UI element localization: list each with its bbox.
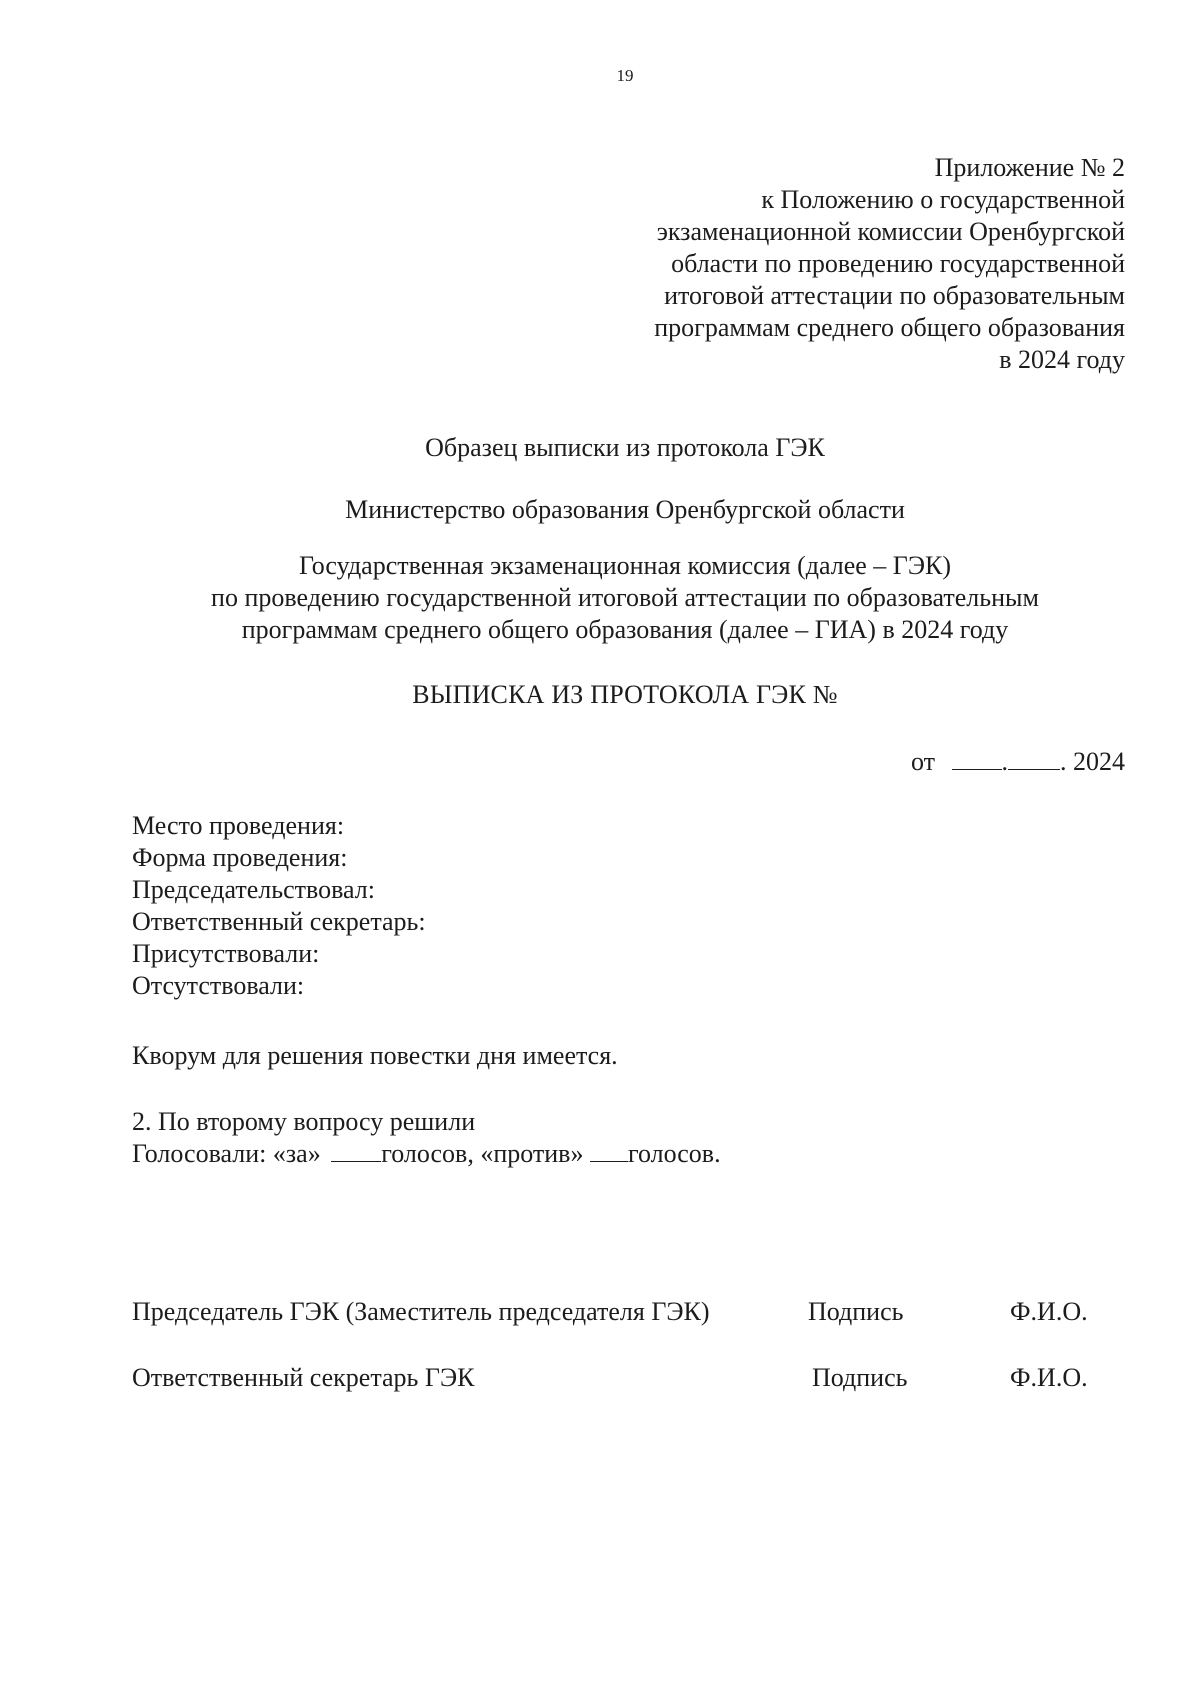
ministry-name-text: Министерство образования Оренбургской области <box>345 495 905 524</box>
quorum-statement: Кворум для решения повестки дня имеется. <box>132 1041 618 1070</box>
month-blank <box>1008 747 1060 770</box>
signature-row-chairman <box>132 1296 1112 1328</box>
signature-name: Ф.И.О. <box>1010 1297 1088 1326</box>
appendix-line: экзаменационной комиссии Оренбургской <box>656 217 1125 246</box>
extract-title-text: ВЫПИСКА ИЗ ПРОТОКОЛА ГЭК № <box>412 680 838 709</box>
signature-row-secretary <box>132 1362 1112 1394</box>
sample-title <box>0 432 1200 464</box>
votes-suffix: голосов. <box>627 1139 721 1168</box>
commission-line: программам среднего общего образования (далее – ГИА) в 2024 году <box>241 615 1009 644</box>
commission-name <box>0 550 1200 646</box>
signature-label: Подпись <box>812 1363 908 1392</box>
signature-label: Подпись <box>808 1297 904 1326</box>
signature-role: Ответственный секретарь ГЭК <box>132 1363 475 1392</box>
appendix-line: к Положению о государственной <box>761 185 1125 214</box>
date-line <box>911 746 1125 778</box>
field-chairman: Председательствовал: <box>132 875 375 904</box>
appendix-line: области по проведению государственной <box>671 249 1125 278</box>
appendix-header <box>565 152 1125 376</box>
field-present: Присутствовали: <box>132 939 320 968</box>
page-number: 19 <box>616 66 634 85</box>
appendix-line: в 2024 году <box>999 345 1125 374</box>
votes-middle: голосов, «против» <box>381 1139 584 1168</box>
date-prefix: от <box>910 747 935 776</box>
votes-prefix: Голосовали: «за» <box>132 1139 321 1168</box>
commission-line: Государственная экзаменационная комиссия (далее – ГЭК) <box>298 551 952 580</box>
vote-line <box>132 1138 721 1170</box>
field-secretary: Ответственный секретарь: <box>132 907 426 936</box>
field-form: Форма проведения: <box>132 843 348 872</box>
commission-line: по проведению государственной итоговой аттестации по образовательным <box>211 583 1039 612</box>
appendix-line: Приложение № 2 <box>934 153 1125 182</box>
field-absent: Отсутствовали: <box>132 971 305 1000</box>
date-year: . 2024 <box>1060 747 1125 776</box>
votes-against-blank <box>590 1139 628 1162</box>
appendix-line: программам среднего общего образования <box>654 313 1125 342</box>
extract-title <box>0 679 1200 711</box>
question-decision: 2. По второму вопросу решили <box>132 1107 476 1136</box>
votes-for-blank <box>331 1139 381 1162</box>
signature-name: Ф.И.О. <box>1010 1363 1088 1392</box>
signature-role: Председатель ГЭК (Заместитель председателя ГЭК) <box>132 1297 710 1326</box>
appendix-line: итоговой аттестации по образовательным <box>664 281 1125 310</box>
date-separator: . <box>1001 747 1008 776</box>
sample-title-text: Образец выписки из протокола ГЭК <box>425 433 825 462</box>
ministry-name <box>0 494 1200 526</box>
day-blank <box>952 747 1002 770</box>
protocol-fields <box>132 810 426 1002</box>
field-venue: Место проведения: <box>132 811 345 840</box>
